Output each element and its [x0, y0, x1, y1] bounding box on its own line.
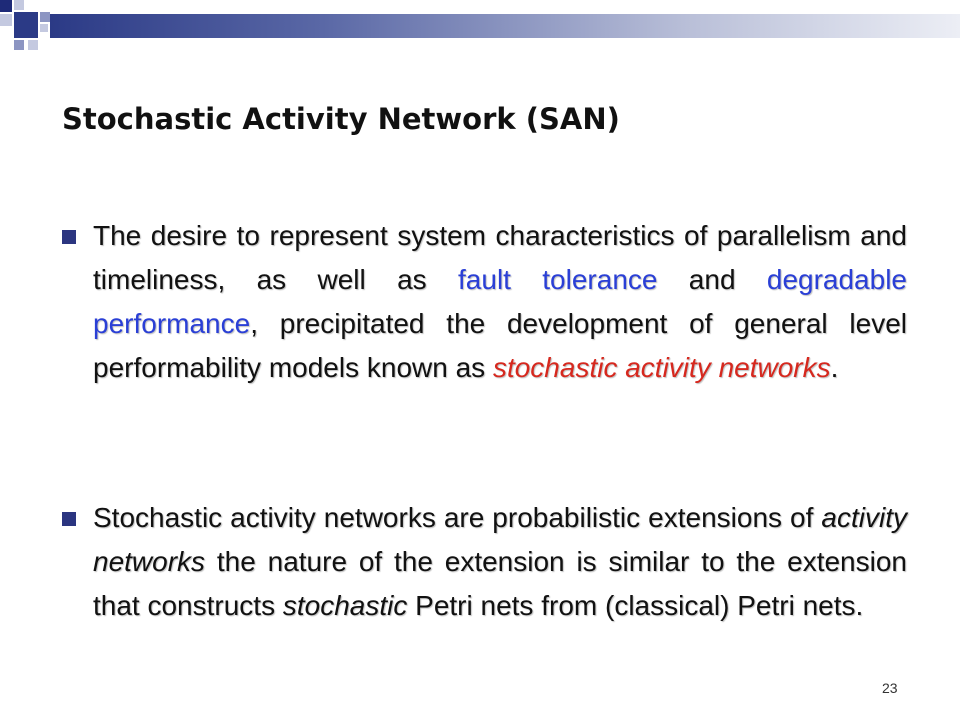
text-run: the nature of the extension is similar to the extension that constructs	[93, 546, 907, 621]
decor-square	[14, 12, 38, 38]
highlight-degradable-performance: degradable performance	[93, 264, 907, 339]
decor-square	[0, 0, 12, 12]
slide-title: Stochastic Activity Network (SAN)	[62, 102, 620, 136]
text-run: , precipitated the development of general level performability models known as	[93, 308, 907, 383]
bullet-marker	[62, 230, 76, 244]
decor-square	[0, 14, 12, 26]
italic-activity-networks: activity networks	[93, 502, 907, 577]
decor-square	[14, 0, 24, 10]
decorative-header	[0, 0, 960, 60]
text-run: and	[657, 264, 767, 295]
header-bar	[50, 14, 960, 38]
text-run: Petri nets from (classical) Petri nets.	[407, 590, 864, 621]
page-number: 23	[882, 680, 898, 696]
decor-square	[40, 12, 50, 22]
highlight-fault-tolerance: fault tolerance	[458, 264, 658, 295]
text-run: .	[830, 352, 839, 383]
text-run: The desire to represent system characteristics of parallelism and timeliness, as well as	[93, 220, 907, 295]
italic-stochastic: stochastic	[282, 590, 408, 621]
bullet-paragraph-1	[93, 214, 907, 390]
decor-square	[14, 40, 24, 50]
bullet-paragraph-2	[93, 496, 907, 628]
bullet-marker	[62, 512, 76, 526]
decor-square	[40, 24, 48, 32]
highlight-stochastic-activity-networks: stochastic activity networks	[492, 352, 831, 383]
text-run: Stochastic activity networks are probabilistic extensions of	[93, 502, 822, 533]
decor-square	[28, 40, 38, 50]
